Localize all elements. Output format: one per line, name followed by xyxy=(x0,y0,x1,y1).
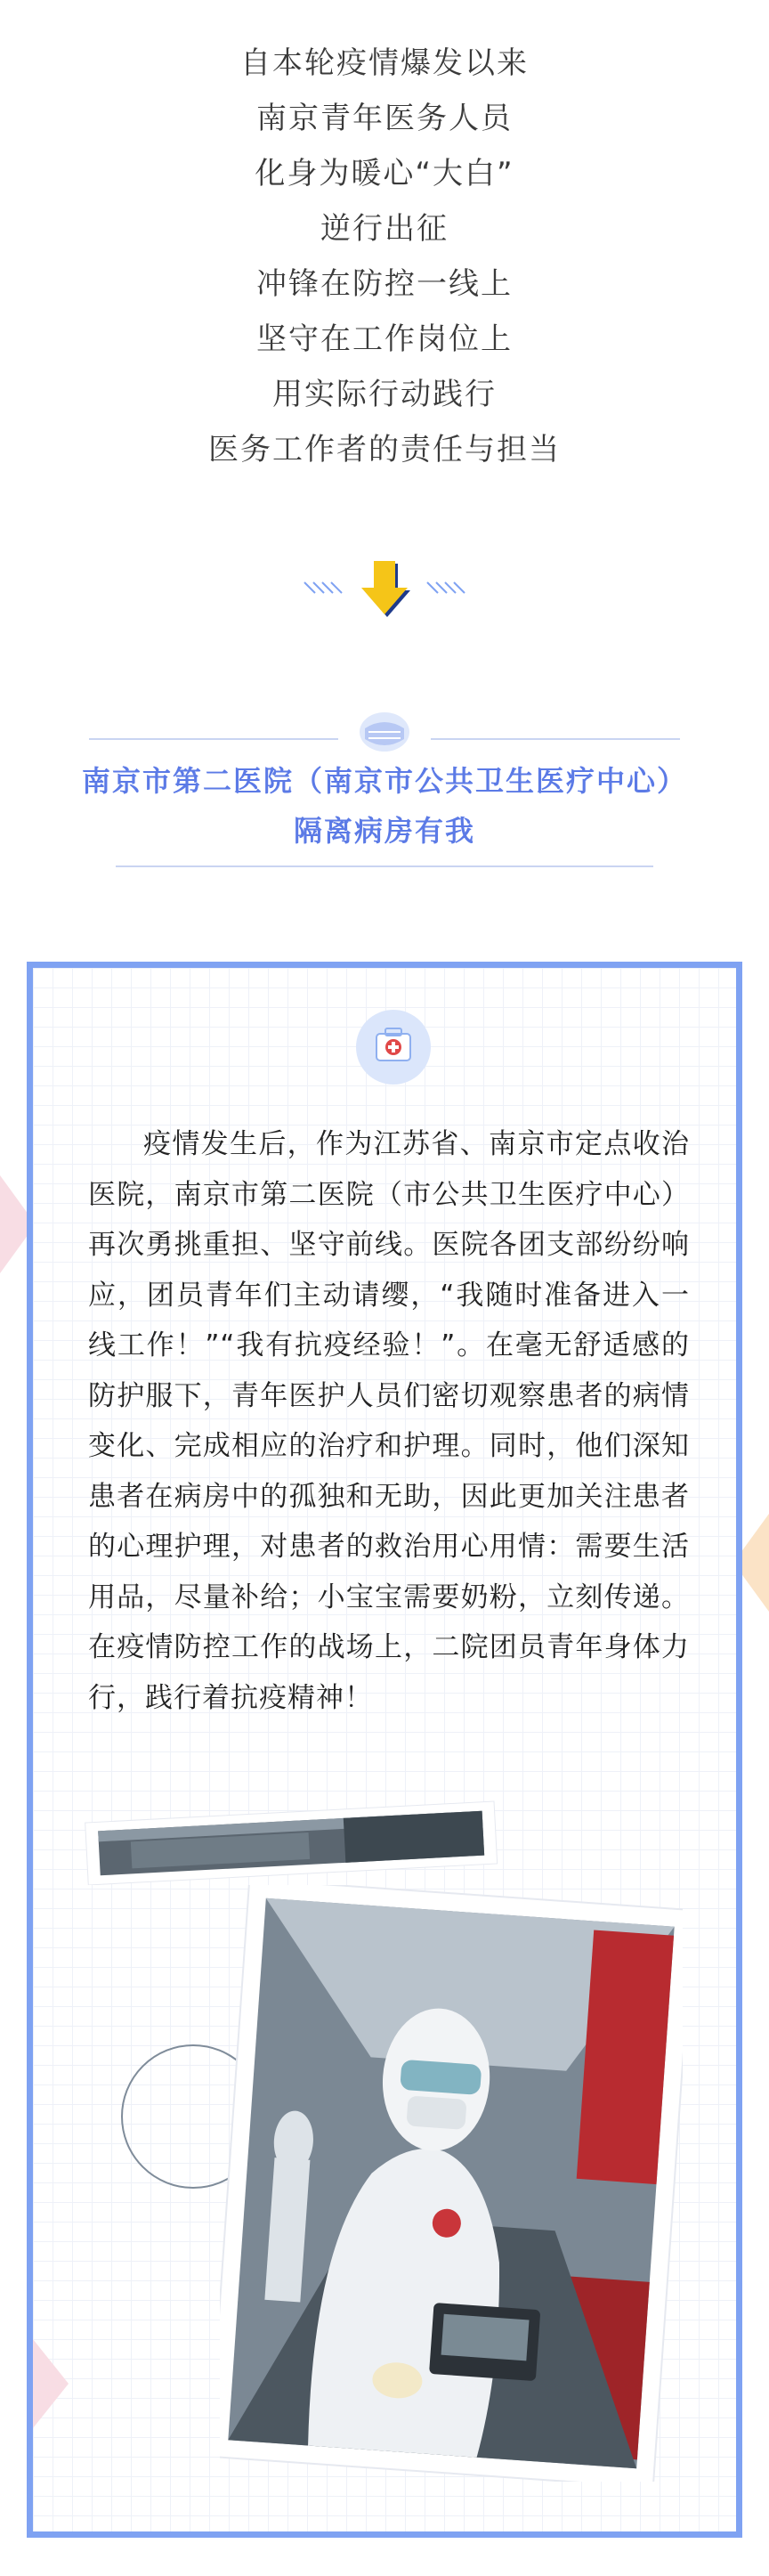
section-title: 南京市第二医院（南京市公共卫生医疗中心） xyxy=(81,764,687,798)
intro-block xyxy=(0,36,769,477)
intro-line: 医务工作者的责任与担当 xyxy=(208,432,561,467)
arrow-down-icon xyxy=(295,552,474,623)
body-paragraph: 疫情发生后，作为江苏省、南京市定点收治医院，南京市第二医院（市公共卫生医疗中心）再次勇挑重担、坚守前线。医院各团支部纷纷响应，团员青年们主动请缨，“我随时准备进入一线工作！”“我有抗疫经验！”。在毫无舒适感的防护服下，青年医护人员们密切观察患者的病情变化、完成相应的治疗和护理。同时，他们深知患者在病房中的孤独和无助，因此更加关注患者的心理护理，对患者的救治用心用情：需要生活用品，尽量补给；小宝宝需要奶粉，立刻传递。在疫情防控工作的战场上，二院团员青年身体力行，践行着抗疫精神！ xyxy=(88,1128,690,1714)
medical-worker-photo xyxy=(220,1885,683,2482)
section-subtitle: 隔离病房有我 xyxy=(293,814,475,848)
intro-line: 冲锋在防控一线上 xyxy=(256,266,513,302)
intro-line: 坚守在工作岗位上 xyxy=(256,321,513,357)
medical-kit-icon xyxy=(353,1007,433,1087)
intro-line: 自本轮疫情爆发以来 xyxy=(240,45,529,81)
mask-icon xyxy=(356,703,413,755)
content-card xyxy=(27,962,742,2538)
intro-line: 化身为暖心“大白” xyxy=(255,156,514,191)
section-header xyxy=(0,703,769,882)
intro-line: 南京青年医务人员 xyxy=(256,101,513,136)
corridor-photo xyxy=(77,1796,505,1885)
decor-triangle xyxy=(33,2339,69,2428)
section-bottom-rule xyxy=(116,862,653,871)
intro-line: 用实际行动践行 xyxy=(272,377,497,412)
intro-line: 逆行出征 xyxy=(320,211,449,247)
